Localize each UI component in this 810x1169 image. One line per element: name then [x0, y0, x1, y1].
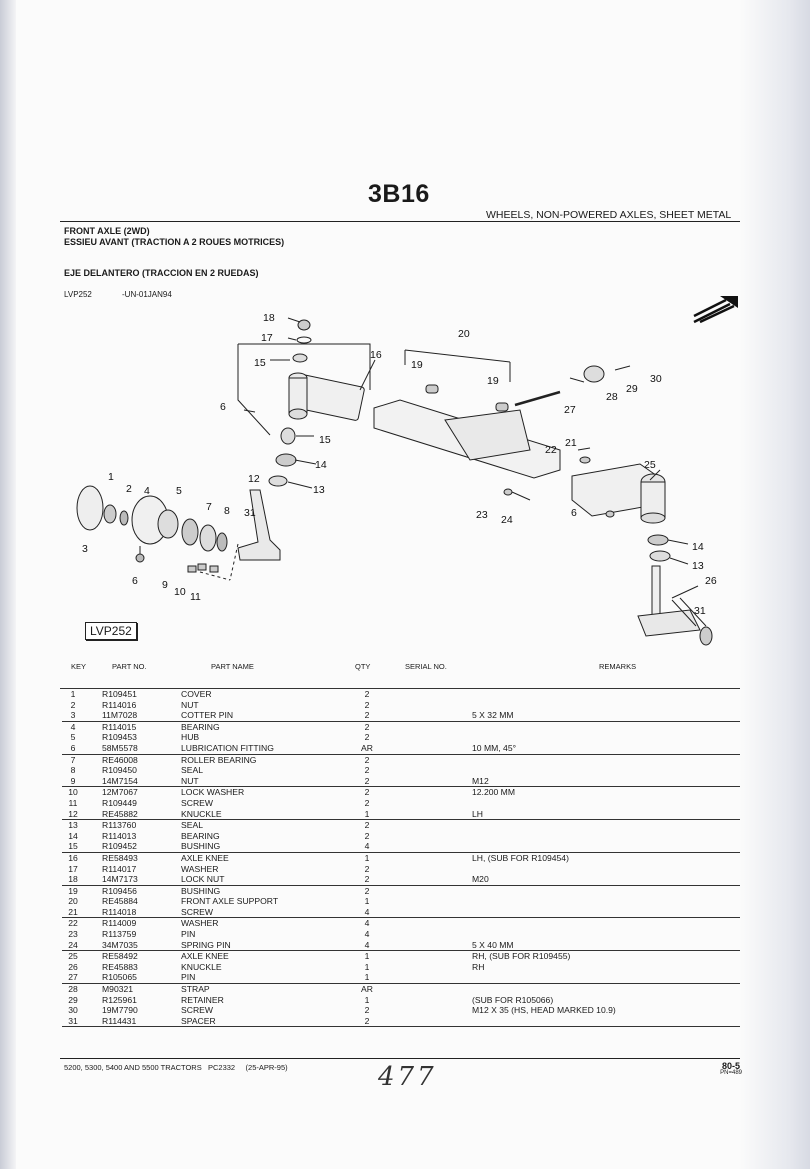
header-rule: [60, 221, 740, 222]
row-key: 16: [68, 852, 78, 863]
row-qty: 2: [364, 765, 370, 776]
row-key: 25: [68, 951, 78, 962]
scan-edge-right: [740, 0, 810, 1169]
row-remarks: LH, (SUB FOR R109454): [472, 852, 569, 863]
row-key: 19: [68, 885, 78, 896]
row-part-name: COVER: [181, 689, 212, 699]
row-part-no: 58M5578: [102, 742, 138, 753]
row-part-no: R114017: [102, 863, 137, 874]
table-row: [62, 689, 740, 700]
row-key: 11: [68, 797, 78, 808]
row-key: 5: [70, 732, 76, 743]
table-row: [62, 995, 740, 1006]
row-qty: 4: [364, 841, 370, 852]
row-part-no: R109451: [102, 689, 137, 699]
table-row: [62, 809, 740, 821]
row-part-name: RETAINER: [181, 994, 224, 1005]
callout-31b: 31: [694, 605, 706, 617]
row-part-name: NUT: [181, 699, 199, 710]
row-part-name: FRONT AXLE SUPPORT: [181, 896, 279, 907]
col-serial-no: SERIAL NO.: [405, 662, 447, 671]
callout-30: 30: [650, 373, 662, 385]
row-qty: 1: [364, 961, 370, 972]
table-row: [62, 722, 740, 733]
table-row: [62, 798, 740, 809]
row-part-no: R109450: [102, 765, 137, 776]
callout-14b: 14: [692, 541, 704, 553]
callout-29: 29: [626, 383, 638, 395]
row-part-no: R114013: [102, 830, 137, 841]
row-qty: 2: [364, 699, 370, 710]
footer-rule: [60, 1058, 740, 1059]
row-remarks: M12 X 35 (HS, HEAD MARKED 10.9): [472, 1005, 616, 1016]
row-key: 12: [68, 808, 78, 819]
row-part-name: AXLE KNEE: [181, 852, 229, 863]
row-qty: 2: [364, 754, 370, 765]
row-qty: 2: [364, 820, 370, 831]
row-qty: 4: [364, 939, 370, 950]
callout-18: 18: [263, 312, 275, 324]
row-part-no: R114018: [102, 906, 137, 917]
row-key: 3: [70, 710, 76, 721]
callout-1: 1: [108, 471, 114, 483]
row-qty: 2: [364, 787, 370, 798]
callout-22: 22: [545, 444, 557, 456]
table-row: [62, 732, 740, 743]
row-part-no: RE58492: [102, 951, 138, 962]
illustration-code: LVP252: [64, 290, 92, 299]
table-row: [62, 765, 740, 776]
row-part-no: R114431: [102, 1015, 137, 1026]
row-key: 1: [70, 689, 76, 699]
table-row: [62, 929, 740, 940]
row-part-no: R125961: [102, 994, 137, 1005]
title-french: ESSIEU AVANT (TRACTION A 2 ROUES MOTRICES): [64, 237, 285, 247]
row-part-no: R113759: [102, 929, 137, 940]
row-key: 8: [70, 765, 76, 776]
row-part-no: RE46008: [102, 754, 138, 765]
table-row: [62, 886, 740, 897]
row-part-no: 14M7154: [102, 775, 138, 786]
callout-16: 16: [370, 349, 382, 361]
table-row: [62, 1016, 740, 1028]
row-part-name: BUSHING: [181, 841, 221, 852]
callout-26: 26: [705, 575, 717, 587]
row-part-no: R113760: [102, 820, 137, 831]
row-key: 21: [68, 906, 78, 917]
footer-date: (25-APR-95): [245, 1063, 288, 1072]
callout-14a: 14: [315, 459, 327, 471]
row-remarks: M20: [472, 874, 489, 885]
callout-5: 5: [176, 485, 182, 497]
group-code: 3B16: [368, 180, 430, 208]
row-part-name: COTTER PIN: [181, 710, 234, 721]
row-part-no: 14M7173: [102, 874, 138, 885]
callout-23: 23: [476, 509, 488, 521]
row-key: 28: [68, 984, 78, 995]
callout-15a: 15: [254, 357, 266, 369]
illustration-label-box: LVP252: [85, 622, 137, 640]
table-row: [62, 864, 740, 875]
pn-number: PN=489: [720, 1070, 742, 1076]
row-part-name: SPRING PIN: [181, 939, 231, 950]
callout-21: 21: [565, 437, 577, 449]
row-part-no: RE58493: [102, 852, 138, 863]
row-part-name: LOCK WASHER: [181, 787, 245, 798]
row-part-no: RE45884: [102, 896, 138, 907]
row-part-name: LOCK NUT: [181, 874, 225, 885]
row-part-no: R114009: [102, 918, 137, 929]
row-qty: 2: [364, 874, 370, 885]
row-key: 7: [70, 754, 76, 765]
section-title: WHEELS, NON-POWERED AXLES, SHEET METAL: [486, 209, 732, 221]
callout-7: 7: [206, 501, 212, 513]
effectivity: -UN-01JAN94: [122, 290, 172, 299]
callout-20: 20: [458, 328, 470, 340]
table-row: [62, 940, 740, 952]
footer-models: [64, 1063, 288, 1072]
row-remarks: 10 MM, 45°: [472, 742, 517, 753]
row-qty: 1: [364, 972, 370, 983]
row-part-name: STRAP: [181, 984, 210, 995]
row-remarks: 5 X 40 MM: [472, 939, 514, 950]
row-part-name: NUT: [181, 775, 199, 786]
row-qty: 2: [364, 863, 370, 874]
table-row: [62, 896, 740, 907]
row-key: 24: [68, 939, 78, 950]
handwritten-page-mark: 477: [378, 1062, 437, 1092]
row-key: 15: [68, 841, 78, 852]
row-key: 10: [68, 787, 78, 798]
page-number: 80-5: [721, 1061, 740, 1071]
row-part-name: BEARING: [181, 830, 220, 841]
row-part-no: R109456: [102, 885, 137, 896]
row-qty: 1: [364, 808, 370, 819]
callout-11: 11: [190, 591, 201, 603]
row-part-name: HUB: [181, 732, 200, 743]
row-key: 17: [68, 863, 78, 874]
row-key: 2: [70, 699, 76, 710]
col-part-name: PART NAME: [211, 662, 254, 671]
row-remarks: (SUB FOR R105066): [472, 994, 554, 1005]
callout-12: 12: [248, 473, 260, 485]
table-row: [62, 951, 740, 962]
table-row: [62, 776, 740, 788]
row-part-name: SEAL: [181, 765, 203, 776]
row-key: 13: [68, 820, 78, 831]
callout-25: 25: [644, 459, 656, 471]
row-part-name: SCREW: [181, 906, 213, 917]
row-part-name: ROLLER BEARING: [181, 754, 257, 765]
row-qty: 1: [364, 896, 370, 907]
callout-6b: 6: [571, 507, 577, 519]
row-qty: 2: [364, 1015, 370, 1026]
table-row: [62, 874, 740, 886]
row-remarks: 5 X 32 MM: [472, 710, 514, 721]
row-key: 4: [70, 721, 76, 732]
row-part-name: PIN: [181, 972, 196, 983]
row-remarks: 12.200 MM: [472, 787, 515, 798]
callout-3: 3: [82, 543, 88, 555]
row-qty: 1: [364, 951, 370, 962]
row-qty: AR: [361, 984, 373, 995]
table-row: [62, 984, 740, 995]
row-qty: 2: [364, 830, 370, 841]
row-key: 9: [70, 775, 76, 786]
table-row: [62, 710, 740, 722]
callout-6a: 6: [220, 401, 226, 413]
row-part-no: R114015: [102, 721, 137, 732]
title-spanish: EJE DELANTERO (TRACCION EN 2 RUEDAS): [64, 268, 259, 278]
row-part-name: SCREW: [181, 1005, 213, 1016]
table-row: [62, 907, 740, 919]
row-key: 6: [70, 742, 76, 753]
row-qty: 2: [364, 885, 370, 896]
row-part-name: SPACER: [181, 1015, 216, 1026]
callout-10: 10: [174, 586, 186, 598]
table-row: [62, 918, 740, 929]
callout-27: 27: [564, 404, 576, 416]
callout-13b: 13: [692, 560, 704, 572]
row-qty: 2: [364, 689, 370, 699]
row-part-name: PIN: [181, 929, 196, 940]
row-key: 30: [68, 1005, 78, 1016]
row-part-name: BEARING: [181, 721, 220, 732]
row-qty: 4: [364, 906, 370, 917]
row-part-no: 19M7790: [102, 1005, 138, 1016]
parts-table: [62, 689, 740, 1027]
row-qty: 2: [364, 710, 370, 721]
row-part-name: WASHER: [181, 918, 219, 929]
row-remarks: RH, (SUB FOR R109455): [472, 951, 571, 962]
row-part-no: 11M7028: [102, 710, 138, 721]
row-qty: 4: [364, 918, 370, 929]
exploded-parts-diagram: [60, 310, 750, 650]
callout-13a: 13: [313, 484, 325, 496]
row-key: 18: [68, 874, 78, 885]
row-qty: 2: [364, 775, 370, 786]
row-part-no: 12M7067: [102, 787, 138, 798]
table-row: [62, 841, 740, 853]
scan-edge-left: [0, 0, 16, 1169]
row-qty: 2: [364, 732, 370, 743]
row-qty: 1: [364, 852, 370, 863]
footer-pc: PC2332: [208, 1063, 236, 1072]
table-row: [62, 700, 740, 711]
row-part-name: SCREW: [181, 797, 213, 808]
callout-4: 4: [144, 485, 150, 497]
col-part-no: PART NO.: [112, 662, 147, 671]
table-row: [62, 755, 740, 766]
callout-31a: 31: [244, 507, 256, 519]
table-row: [62, 962, 740, 973]
row-part-no: R105065: [102, 972, 137, 983]
col-qty: QTY: [355, 662, 371, 671]
row-key: 27: [68, 972, 78, 983]
row-part-no: R114016: [102, 699, 137, 710]
table-row: [62, 831, 740, 842]
row-part-no: 34M7035: [102, 939, 138, 950]
callout-28: 28: [606, 391, 618, 403]
title-english: FRONT AXLE (2WD): [64, 226, 150, 236]
table-row: [62, 1005, 740, 1016]
col-remarks: REMARKS: [599, 662, 637, 671]
row-part-name: SEAL: [181, 820, 203, 831]
row-qty: 2: [364, 1005, 370, 1016]
row-remarks: M12: [472, 775, 489, 786]
callout-8: 8: [224, 505, 230, 517]
row-part-name: LUBRICATION FITTING: [181, 742, 274, 753]
row-remarks: RH: [472, 961, 485, 972]
table-row: [62, 972, 740, 984]
row-part-name: BUSHING: [181, 885, 221, 896]
callout-6c: 6: [132, 575, 138, 587]
row-part-name: KNUCKLE: [181, 808, 222, 819]
row-part-no: R109453: [102, 732, 137, 743]
row-part-no: R109449: [102, 797, 137, 808]
row-part-no: RE45883: [102, 961, 138, 972]
callout-15b: 15: [319, 434, 331, 446]
table-row: [62, 820, 740, 831]
callout-9: 9: [162, 579, 168, 591]
row-part-name: KNUCKLE: [181, 961, 222, 972]
table-row: [62, 787, 740, 798]
callout-19a: 19: [411, 359, 423, 371]
row-key: 23: [68, 929, 78, 940]
callout-17: 17: [261, 332, 273, 344]
row-part-name: WASHER: [181, 863, 219, 874]
callout-2: 2: [126, 483, 132, 495]
col-key: KEY: [71, 662, 87, 671]
row-qty: AR: [361, 742, 373, 753]
row-qty: 2: [364, 721, 370, 732]
row-key: 31: [68, 1015, 78, 1026]
row-qty: 2: [364, 797, 370, 808]
row-key: 26: [68, 961, 78, 972]
row-part-name: AXLE KNEE: [181, 951, 229, 962]
row-qty: 4: [364, 929, 370, 940]
table-row: [62, 743, 740, 755]
callout-24: 24: [501, 514, 513, 526]
row-qty: 1: [364, 994, 370, 1005]
row-key: 20: [68, 896, 78, 907]
row-part-no: R109452: [102, 841, 137, 852]
footer-models-text: 5200, 5300, 5400 AND 5500 TRACTORS: [64, 1063, 202, 1072]
table-row: [62, 853, 740, 864]
row-key: 14: [68, 830, 78, 841]
row-key: 29: [68, 994, 78, 1005]
row-part-no: M90321: [102, 984, 134, 995]
row-remarks: LH: [472, 808, 483, 819]
row-key: 22: [68, 918, 78, 929]
callout-19b: 19: [487, 375, 499, 387]
row-part-no: RE45882: [102, 808, 138, 819]
